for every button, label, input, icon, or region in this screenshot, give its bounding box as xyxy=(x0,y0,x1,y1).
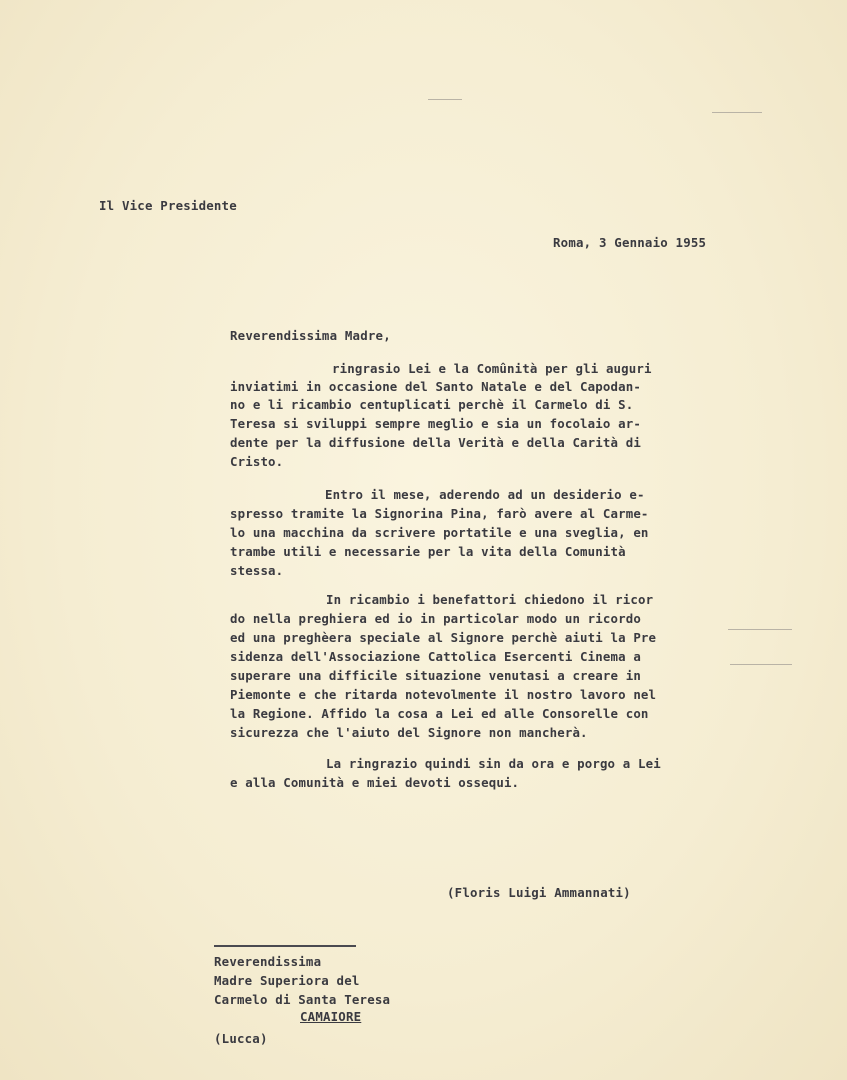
paragraph-1-line: dente per la diffusione della Verità e della Carità di xyxy=(230,435,641,450)
paragraph-2-line: stessa. xyxy=(230,563,284,578)
paragraph-1-line: Cristo. xyxy=(230,454,284,469)
recipient-line: Reverendissima xyxy=(214,954,322,969)
paragraph-3-line: Piemonte e che ritarda notevolmente il nostro lavoro nel xyxy=(230,687,657,702)
paragraph-2-line: lo una macchina da scrivere portatile e una sveglia, en xyxy=(230,525,649,540)
paper-mark xyxy=(712,112,762,113)
recipient-line: Madre Superiora del xyxy=(214,973,360,988)
paper-mark xyxy=(730,664,792,665)
paragraph-1-line: Teresa si sviluppi sempre meglio e sia un focolaio ar- xyxy=(230,416,641,431)
paragraph-3-line: sidenza dell'Associazione Cattolica Esercenti Cinema a xyxy=(230,649,641,664)
paper-mark xyxy=(728,629,792,630)
paragraph-4-line: La ringrazio quindi sin da ora e porgo a Lei xyxy=(326,756,661,771)
sender-title: Il Vice Presidente xyxy=(99,198,237,213)
salutation: Reverendissima Madre, xyxy=(230,328,391,343)
paragraph-4-line: e alla Comunità e miei devoti ossequi. xyxy=(230,775,520,790)
paragraph-2-line: trambe utili e necessarie per la vita della Comunità xyxy=(230,544,626,559)
paragraph-3-line: ed una preghèera speciale al Signore perchè aiuti la Pre xyxy=(230,630,657,645)
recipient-line: Carmelo di Santa Teresa xyxy=(214,992,391,1007)
paragraph-3-line: do nella preghiera ed io in particolar modo un ricordo xyxy=(230,611,641,626)
paragraph-1-line: ringrasio Lei e la Comûnità per gli auguri xyxy=(332,361,652,376)
paragraph-3-line: In ricambio i benefattori chiedono il ricor xyxy=(326,592,654,607)
paragraph-3-line: la Regione. Affido la cosa a Lei ed alle Consorelle con xyxy=(230,706,649,721)
signature: (Floris Luigi Ammannati) xyxy=(447,885,631,900)
paper-mark xyxy=(428,99,462,100)
address-divider xyxy=(214,945,356,947)
paragraph-2-line: Entro il mese, aderendo ad un desiderio e- xyxy=(325,487,645,502)
paragraph-1-line: no e li ricambio centuplicati perchè il Carmelo di S. xyxy=(230,397,634,412)
paragraph-1-line: inviatimi in occasione del Santo Natale e del Capodan- xyxy=(230,379,641,394)
letter-date: Roma, 3 Gennaio 1955 xyxy=(553,235,707,250)
paragraph-3-line: sicurezza che l'aiuto del Signore non mancherà. xyxy=(230,725,588,740)
paragraph-2-line: spresso tramite la Signorina Pina, farò avere al Carme- xyxy=(230,506,649,521)
recipient-province: (Lucca) xyxy=(214,1031,268,1046)
paragraph-3-line: superare una difficile situazione venutasi a creare in xyxy=(230,668,641,683)
recipient-city: CAMAIORE xyxy=(300,1009,362,1024)
